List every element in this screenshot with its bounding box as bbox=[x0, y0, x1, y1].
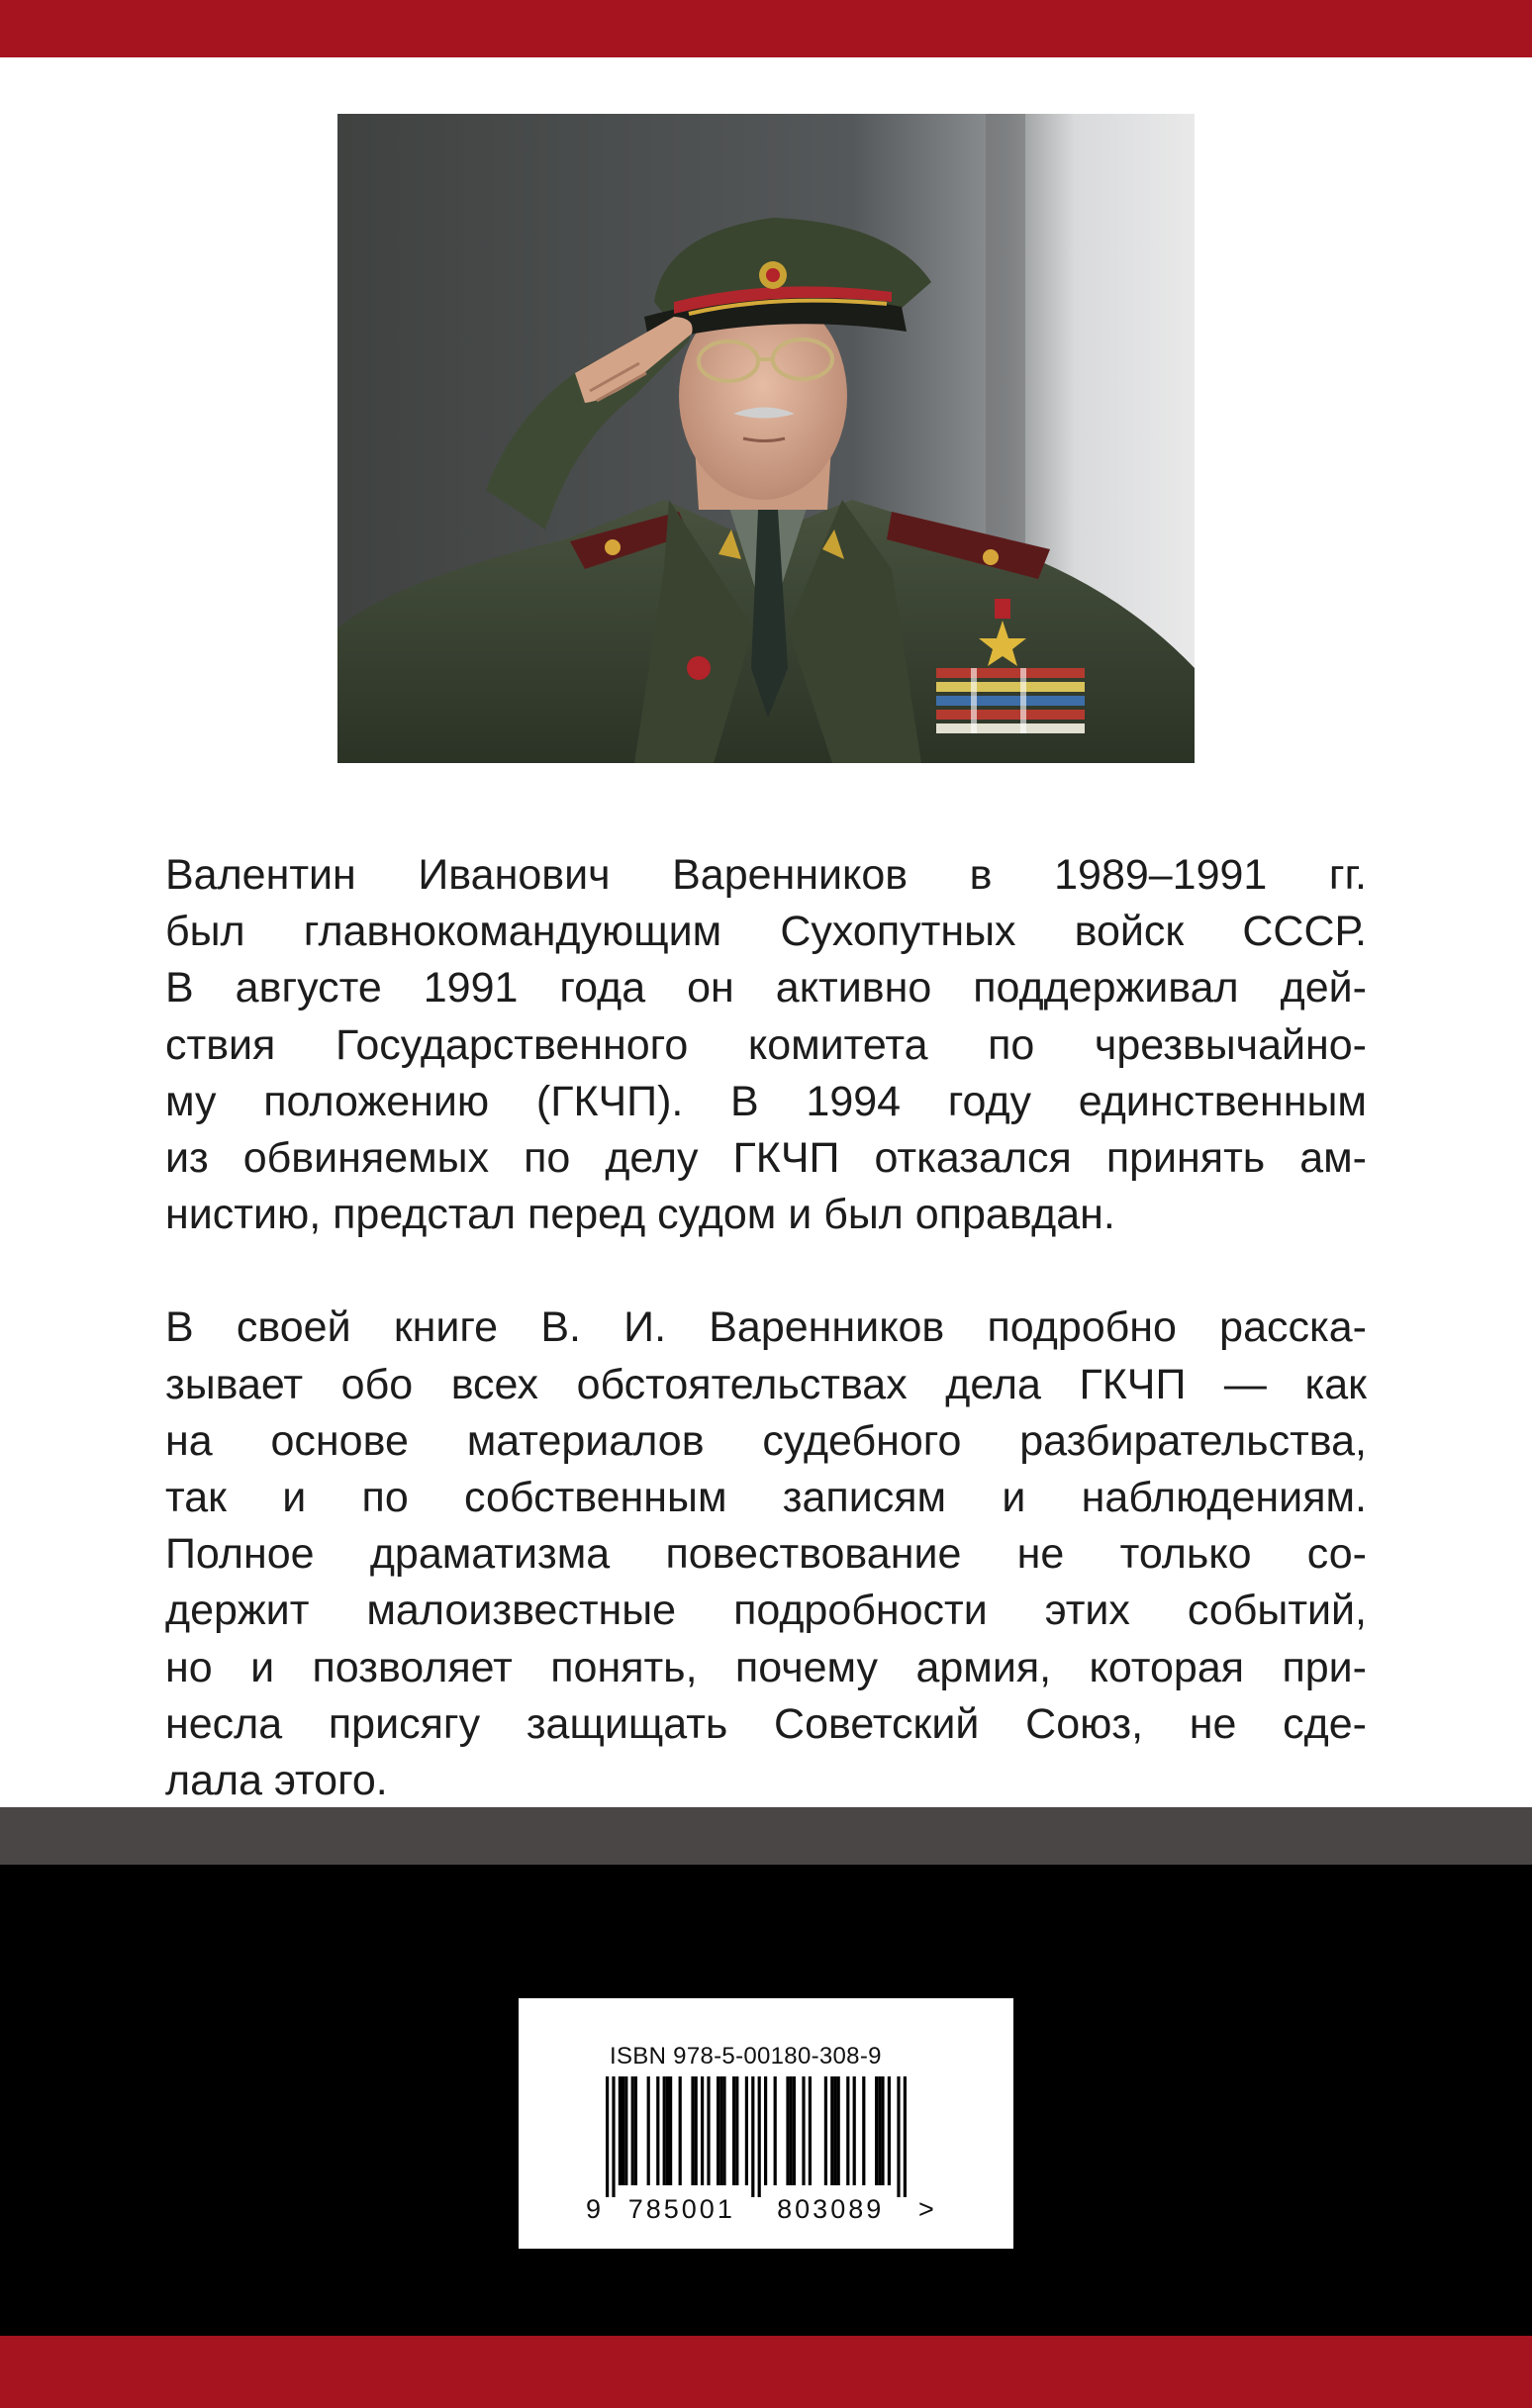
barcode-bar bbox=[802, 2076, 805, 2185]
barcode-bar bbox=[745, 2076, 748, 2185]
text-line: В своей книге В. И. Варенников подробно расска- bbox=[165, 1303, 1367, 1352]
barcode-bar bbox=[758, 2076, 761, 2197]
barcode-bar bbox=[881, 2076, 884, 2185]
text-line: но и позволяет понять, почему армия, которая при- bbox=[165, 1643, 1367, 1691]
text-line: В августе 1991 года он активно поддерживал дей- bbox=[165, 964, 1367, 1012]
barcode-bar bbox=[774, 2076, 777, 2185]
barcode-bar bbox=[732, 2076, 735, 2185]
barcode-bar bbox=[862, 2076, 865, 2185]
barcode-bar bbox=[793, 2076, 796, 2185]
text-line: нистию, предстал перед судом и был оправдан. bbox=[165, 1191, 1115, 1239]
text-line: ствия Государственного комитета по чрезвычайно- bbox=[165, 1020, 1367, 1069]
text-line: несла присягу защищать Советский Союз, не сде- bbox=[165, 1699, 1367, 1748]
text-line: так и по собственным записям и наблюдениям. bbox=[165, 1474, 1367, 1522]
barcode-bar bbox=[830, 2076, 833, 2185]
barcode-bar bbox=[833, 2076, 836, 2185]
text-line: был главнокомандующим Сухопутных войск СССР. bbox=[165, 908, 1367, 956]
barcode-box bbox=[519, 1998, 1013, 2249]
barcode-bar bbox=[707, 2076, 710, 2185]
barcode-bar bbox=[878, 2076, 881, 2185]
barcode-bar bbox=[701, 2076, 704, 2185]
annotation-text bbox=[165, 847, 1367, 1809]
barcode-bar bbox=[888, 2076, 891, 2185]
barcode-bar bbox=[735, 2076, 738, 2185]
barcode-bar bbox=[666, 2076, 669, 2185]
text-line: из обвиняемых по делу ГКЧП отказался принять ам- bbox=[165, 1134, 1367, 1183]
barcode-bar bbox=[606, 2076, 609, 2197]
barcode-bar bbox=[790, 2076, 793, 2185]
barcode-digits: 785001 bbox=[627, 2194, 735, 2224]
annotation-paragraph-1 bbox=[165, 847, 1367, 1243]
grey-band bbox=[0, 1807, 1532, 1865]
barcode-bar bbox=[717, 2076, 719, 2185]
barcode-bar bbox=[624, 2076, 627, 2185]
barcode-digits: > bbox=[918, 2194, 934, 2224]
top-red-band bbox=[0, 0, 1532, 57]
barcode-bar bbox=[837, 2076, 840, 2185]
barcode-bar bbox=[619, 2076, 622, 2185]
text-line: Валентин Иванович Варенников в 1989–1991 гг. bbox=[165, 851, 1367, 899]
barcode-bar bbox=[631, 2076, 634, 2185]
isbn-label: ISBN 978-5-00180-308-9 bbox=[610, 2043, 882, 2070]
barcode-bar bbox=[897, 2076, 900, 2197]
bottom-red-band bbox=[0, 2336, 1532, 2408]
barcode-bar bbox=[612, 2076, 615, 2197]
barcode-bar bbox=[663, 2076, 666, 2185]
barcode-digits: 9 bbox=[586, 2194, 602, 2224]
barcode-bar bbox=[669, 2076, 672, 2185]
barcode-bar bbox=[695, 2076, 698, 2185]
barcode-bar bbox=[656, 2076, 659, 2185]
barcode-bar bbox=[809, 2076, 812, 2185]
text-line: зывает обо всех обстоятельствах дела ГКЧП — как bbox=[165, 1360, 1367, 1408]
barcode-bar bbox=[647, 2076, 650, 2185]
barcode-bar bbox=[679, 2076, 682, 2185]
barcode-bar bbox=[904, 2076, 907, 2197]
isbn-barcode bbox=[582, 2076, 958, 2225]
barcode-bar bbox=[634, 2076, 637, 2185]
barcode-bar bbox=[786, 2076, 789, 2185]
text-line: держит малоизвестные подробности этих событий, bbox=[165, 1587, 1367, 1635]
barcode-bar bbox=[622, 2076, 624, 2185]
text-line: Полное драматизма повествование не только со- bbox=[165, 1530, 1367, 1579]
cover-photo bbox=[337, 114, 1195, 763]
barcode-bar bbox=[691, 2076, 694, 2185]
text-line: на основе материалов судебного разбирательства, bbox=[165, 1416, 1367, 1465]
barcode-bar bbox=[853, 2076, 856, 2185]
barcode-bar bbox=[722, 2076, 725, 2185]
text-line: лала этого. bbox=[165, 1757, 388, 1805]
barcode-bar bbox=[751, 2076, 754, 2197]
barcode-bar bbox=[875, 2076, 878, 2185]
barcode-digits: 803089 bbox=[777, 2194, 885, 2224]
barcode-bar bbox=[764, 2076, 767, 2185]
barcode-bar bbox=[824, 2076, 827, 2185]
barcode-bar bbox=[846, 2076, 849, 2185]
text-line: му положению (ГКЧП). В 1994 году единственным bbox=[165, 1077, 1367, 1125]
barcode-bar bbox=[719, 2076, 722, 2185]
annotation-paragraph-2 bbox=[165, 1300, 1367, 1809]
